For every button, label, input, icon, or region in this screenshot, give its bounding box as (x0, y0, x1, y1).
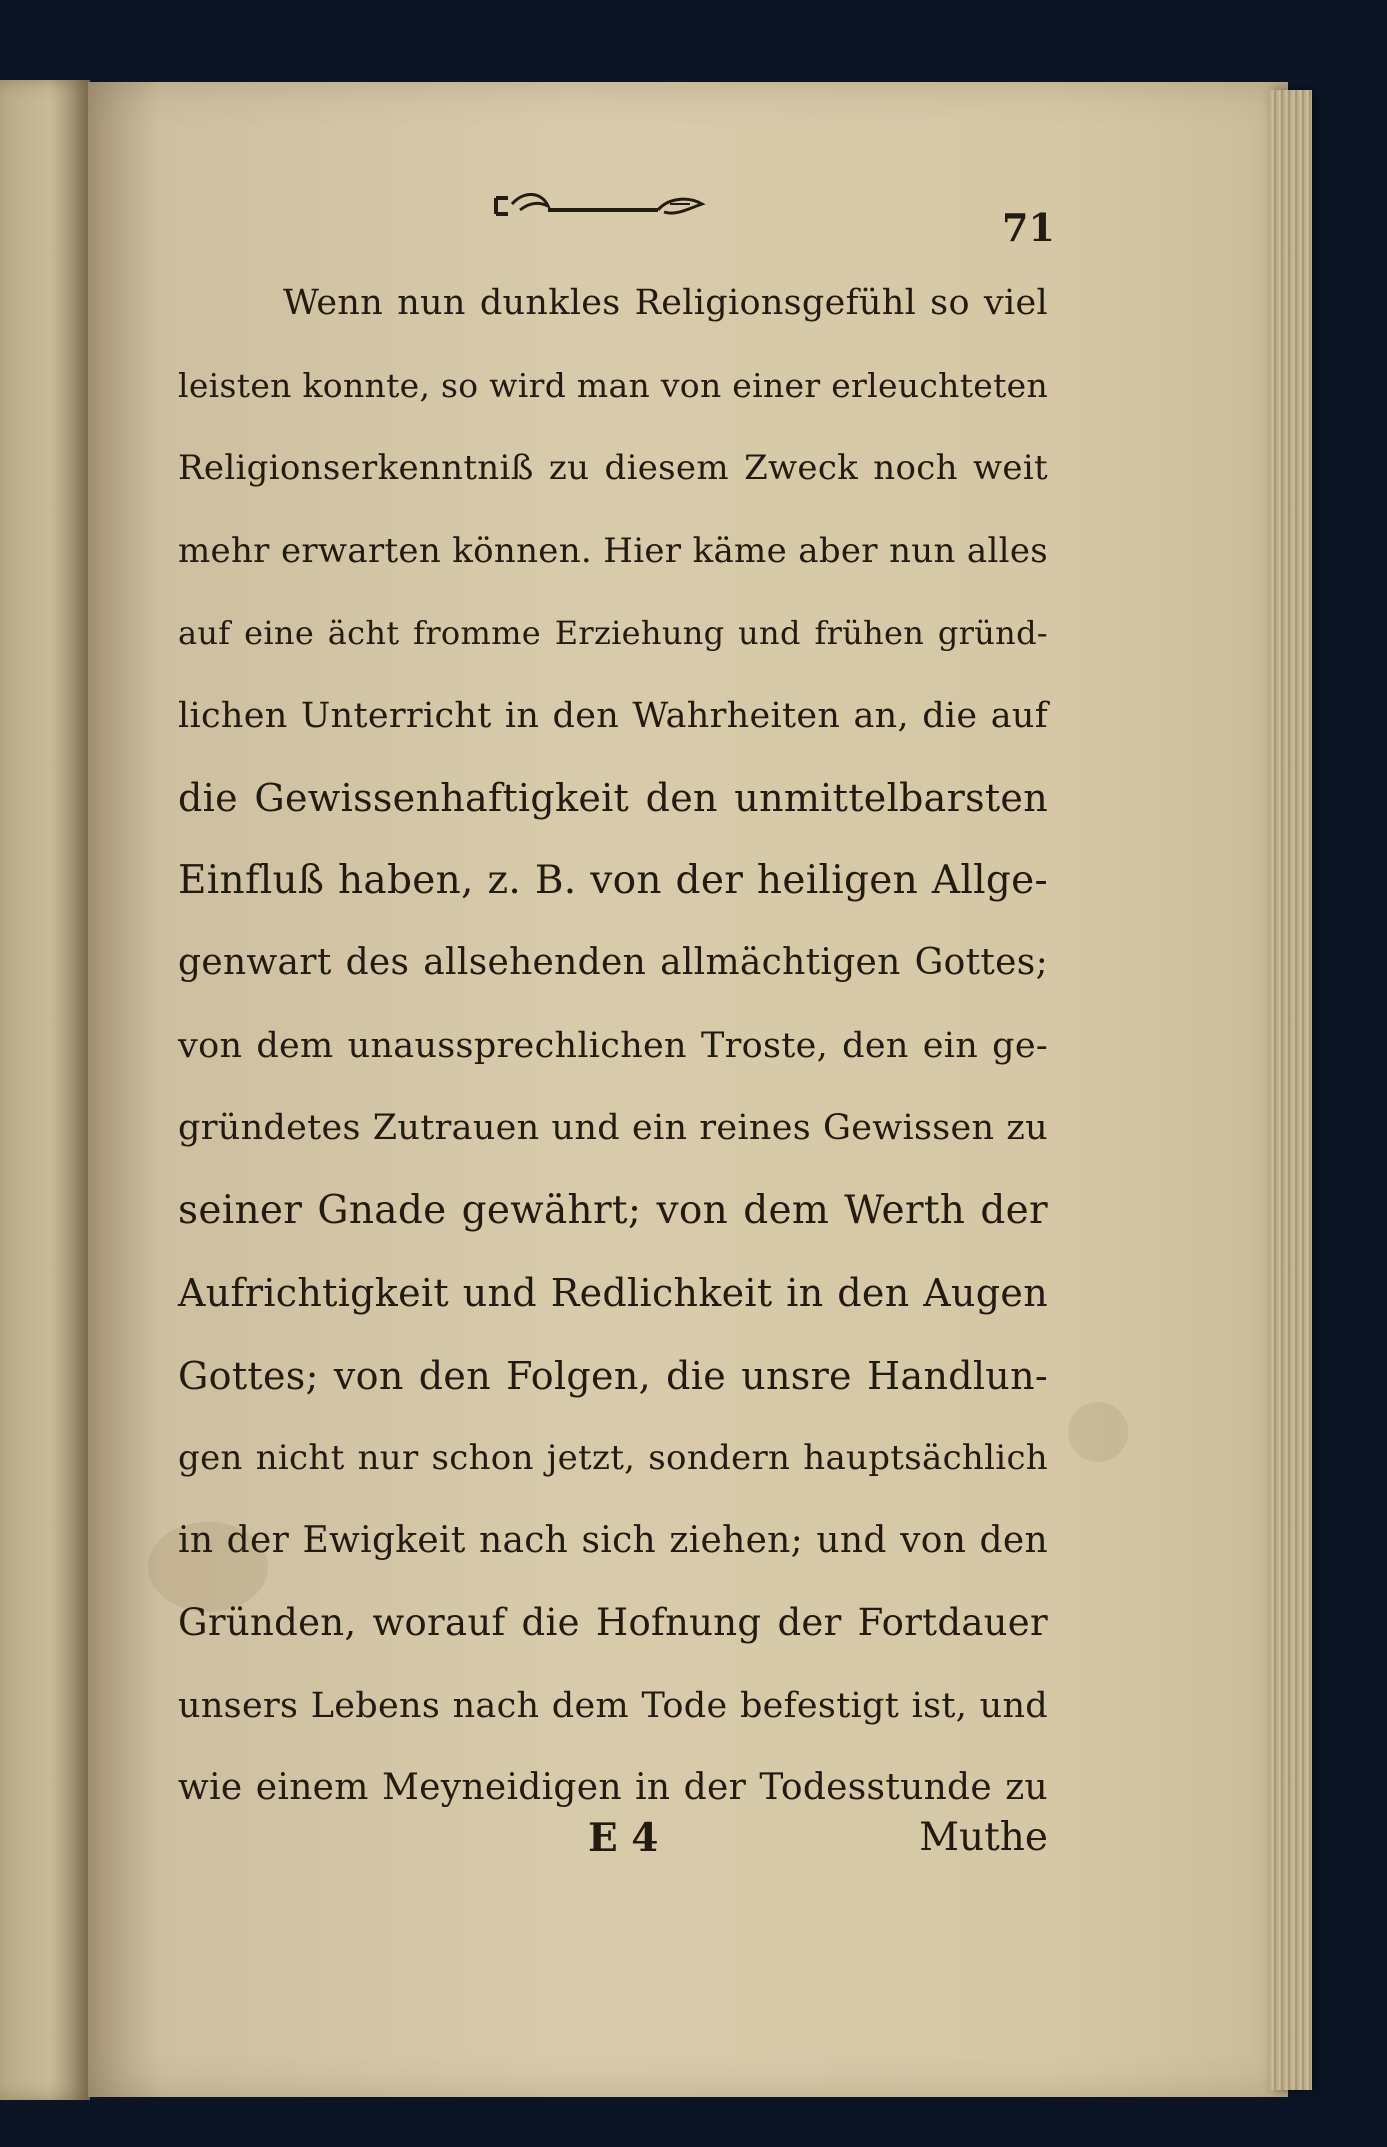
text-line: unsers Lebens nach dem Tode befestigt ist, und (178, 1685, 1048, 1726)
text-line: Wenn nun dunkles Religionsgefühl so viel (283, 283, 1048, 323)
text-line: Einfluß haben, z. B. von der heiligen Allge- (178, 857, 1048, 903)
text-line: seiner Gnade gewährt; von dem Werth der (178, 1187, 1048, 1233)
text-line: Aufrichtigkeit und Redlichkeit in den Augen (178, 1271, 1048, 1315)
page-edges (1270, 90, 1312, 2090)
text-line: genwart des allsehenden allmächtigen Gottes; (178, 942, 1048, 983)
text-line: in der Ewigkeit nach sich ziehen; und von den (178, 1519, 1048, 1561)
page-footer (178, 1815, 1048, 1875)
left-page-edge (0, 80, 90, 2100)
page-number: 71 (1002, 205, 1055, 250)
text-line: auf eine ächt fromme Erziehung und frühen gründ- (178, 614, 1048, 652)
signature-mark: E 4 (588, 1815, 659, 1861)
text-line: die Gewissenhaftigkeit den unmittelbarsten (178, 776, 1048, 820)
text-line: lichen Unterricht in den Wahrheiten an, die auf (178, 695, 1048, 736)
text-line: mehr erwarten können. Hier käme aber nun alles (178, 530, 1048, 571)
text-line: wie einem Meyneidigen in der Todesstunde zu (178, 1767, 1048, 1808)
header-ornament-icon (490, 180, 730, 230)
catchword: Muthe (919, 1815, 1048, 1860)
text-line: gründetes Zutrauen und ein reines Gewissen zu (178, 1108, 1048, 1148)
text-line: Gründen, worauf die Hofnung der Fortdauer (178, 1601, 1048, 1644)
text-line: gen nicht nur schon jetzt, sondern hauptsächlich (178, 1438, 1048, 1478)
text-line: leisten konnte, so wird man von einer erleuchteten (178, 365, 1049, 405)
text-line: Religionserkenntniß zu diesem Zweck noch weit (178, 448, 1048, 488)
text-line: Gottes; von den Folgen, die unsre Handlun- (178, 1353, 1048, 1398)
text-line: von dem unaussprechlichen Troste, den ein ge- (178, 1025, 1048, 1066)
paper-stain (1068, 1402, 1128, 1462)
body-text (178, 262, 1048, 1830)
